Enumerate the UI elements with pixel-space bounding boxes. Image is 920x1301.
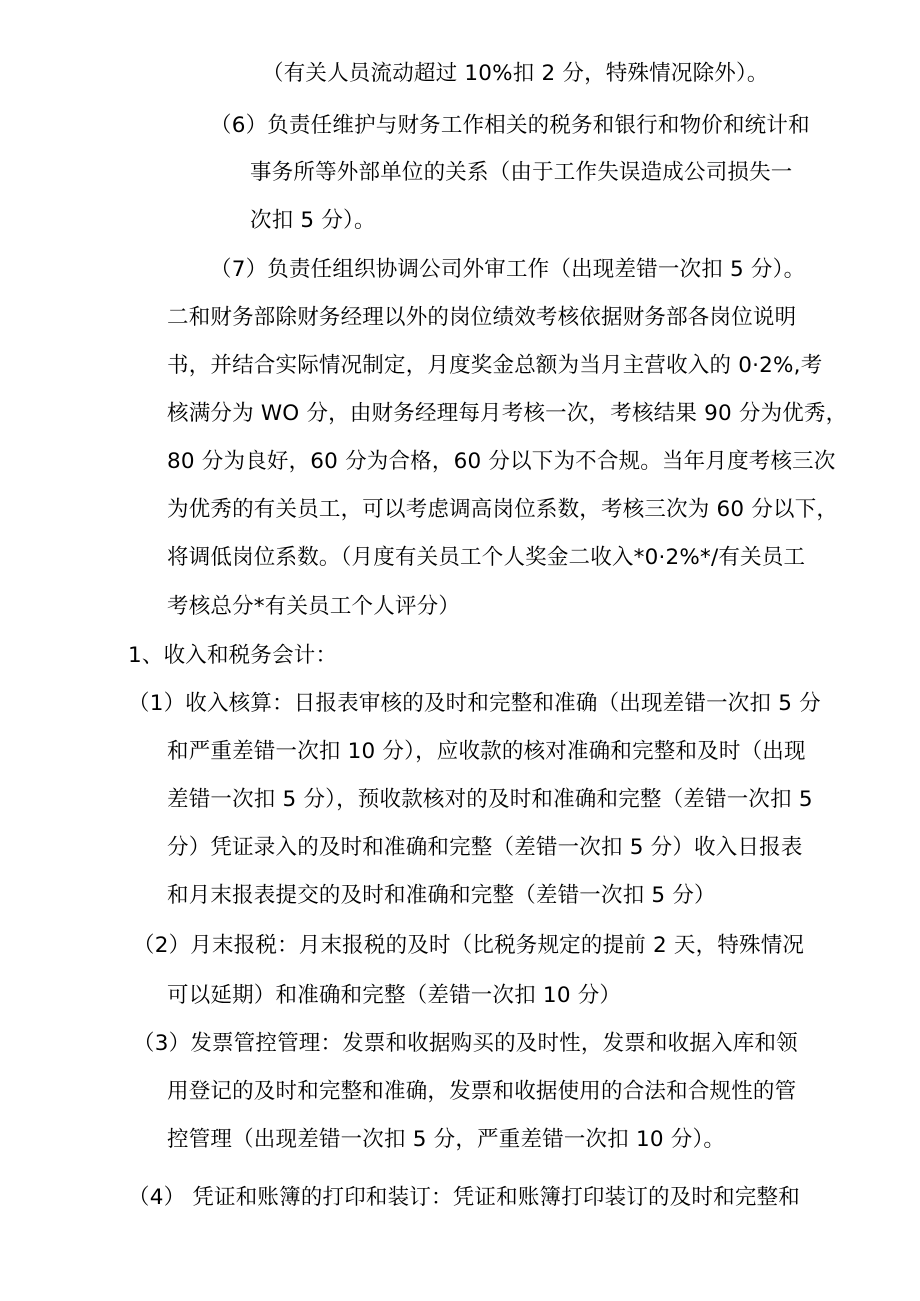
text-line: 和严重差错一次扣 10 分），应收款的核对准确和完整和及时（出现 [167,739,806,764]
section-heading: 1、收入和税务会计： [128,643,338,668]
text-line: 核满分为 WO 分，由财务经理每月考核一次，考核结果 90 分为优秀， [167,401,848,426]
text-line: （2）月末报税：月末报税的及时（比税务规定的提前 2 天，特殊情况 [133,933,805,958]
text-line: 次扣 5 分）。 [250,208,376,233]
text-line: （6）负责任维护与财务工作相关的税务和银行和物价和统计和 [210,113,810,138]
text-line: 可以延期）和准确和完整（差错一次扣 10 分） [167,983,622,1008]
text-line: 将调低岗位系数。（月度有关员工个人奖金二收入*0·2%*/有关员工 [167,545,806,570]
text-line: 为优秀的有关员工，可以考虑调高岗位系数，考核三次为 60 分以下， [167,497,839,522]
text-line: 差错一次扣 5 分），预收款核对的及时和准确和完整（差错一次扣 5 [167,787,813,812]
text-line: 考核总分*有关员工个人评分） [167,594,461,619]
text-line: 80 分为良好，60 分为合格，60 分以下为不合规。当年月度考核三次 [167,449,836,474]
text-line: 事务所等外部单位的关系（由于工作失误造成公司损失一 [250,160,793,185]
text-line: （有关人员流动超过 10%扣 2 分，特殊情况除外）。 [262,61,769,86]
text-line: 用登记的及时和完整和准确，发票和收据使用的合法和合规性的管 [167,1079,797,1104]
text-line: （1）收入核算：日报表审核的及时和完整和准确（出现差错一次扣 5 分 [128,691,821,716]
text-line: 控管理（出现差错一次扣 5 分，严重差错一次扣 10 分）。 [167,1127,726,1152]
text-line: （3）发票管控管理：发票和收据购买的及时性，发票和收据入库和领 [133,1031,798,1056]
text-line: 和月末报表提交的及时和准确和完整（差错一次扣 5 分） [167,883,716,908]
text-line: 分）凭证录入的及时和准确和完整（差错一次扣 5 分）收入日报表 [167,835,803,860]
text-line: （7）负责任组织协调公司外审工作（出现差错一次扣 5 分）。 [210,257,806,282]
text-line: 二和财务部除财务经理以外的岗位绩效考核依据财务部各岗位说明 [167,305,797,330]
text-line: 书，并结合实际情况制定，月度奖金总额为当月主营收入的 0·2%,考 [167,353,823,378]
text-line: （4） 凭证和账簿的打印和装订：凭证和账簿打印装订的及时和完整和 [128,1185,800,1210]
